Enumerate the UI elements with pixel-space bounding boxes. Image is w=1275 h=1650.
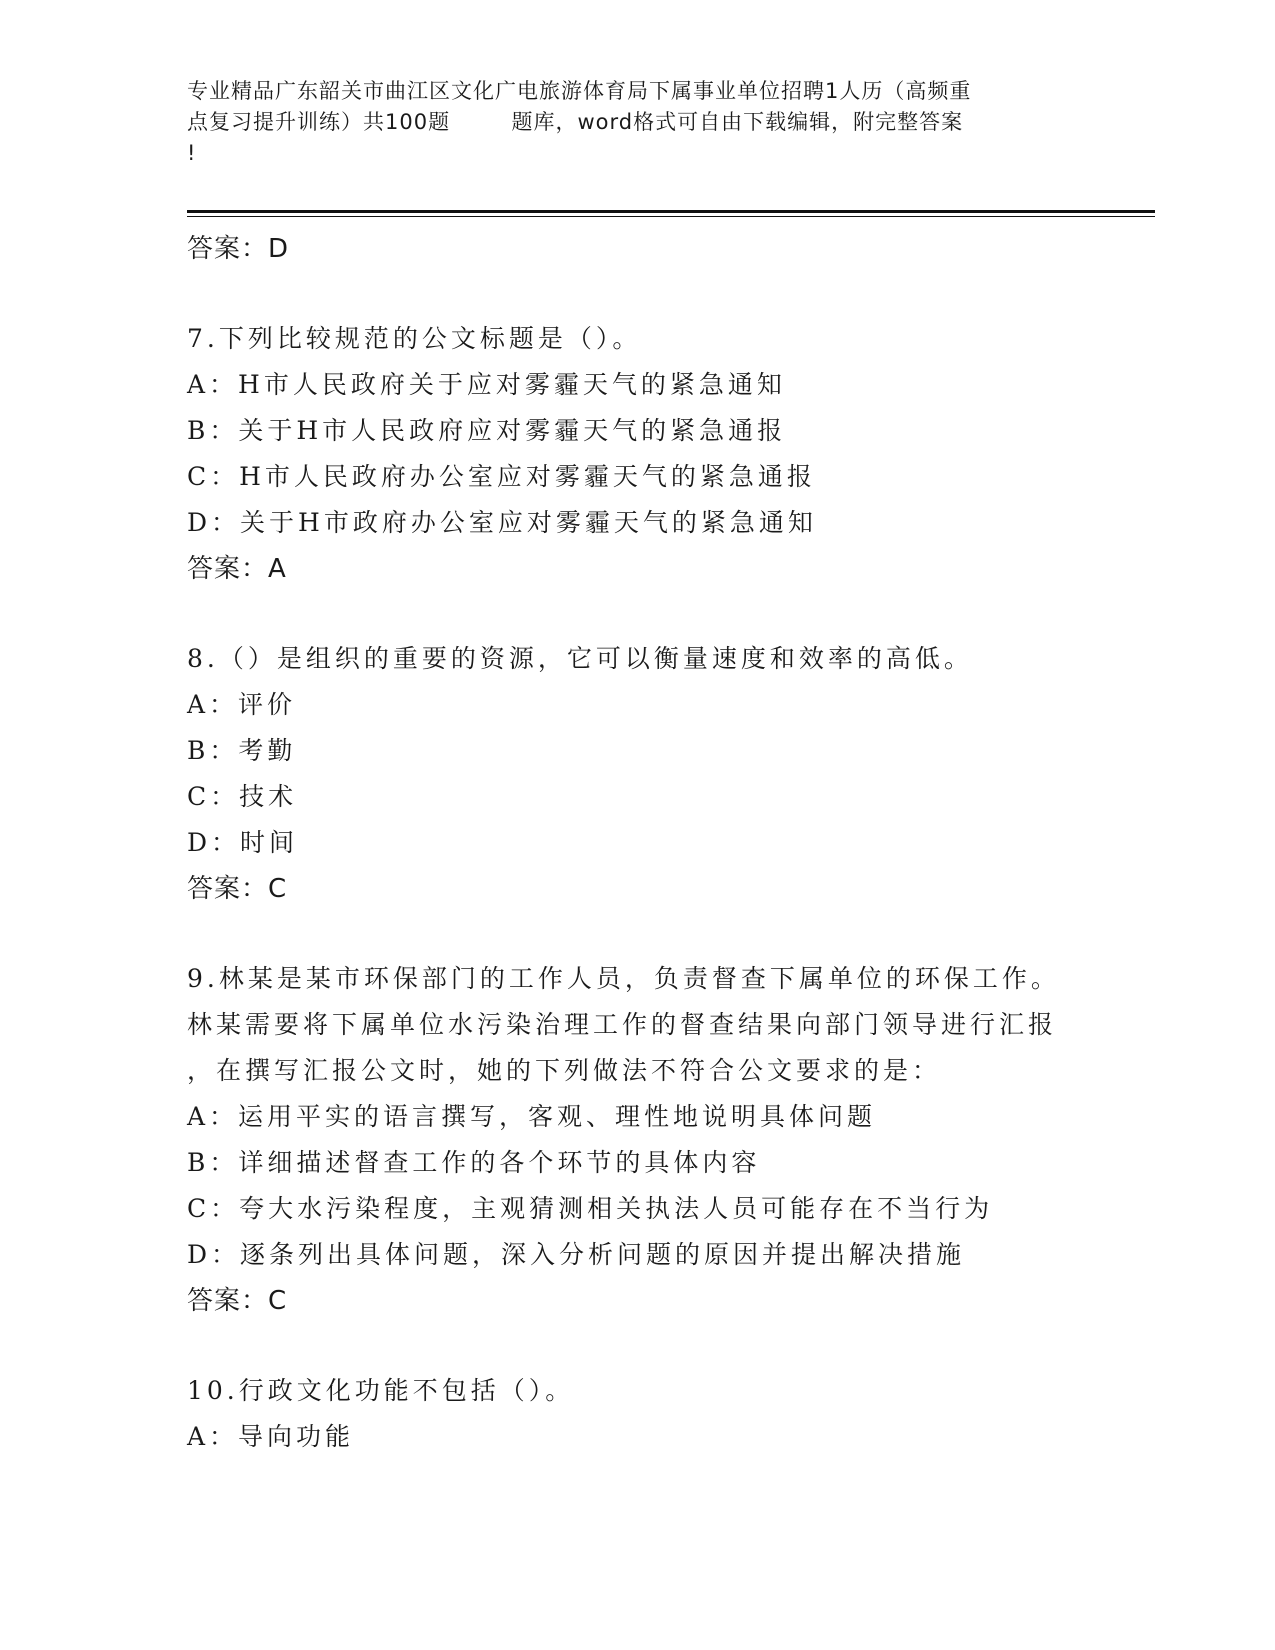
answer-line: 答案：C (187, 1286, 288, 1316)
option-b: B：关于H市人民政府应对雾霾天气的紧急通报 (187, 416, 787, 445)
header-line-2: 点复习提升训练）共100题 题库，word格式可自由下载编辑，附完整答案 (187, 110, 964, 134)
question-list (187, 226, 1147, 1460)
option-d: D：逐条列出具体问题，深入分析问题的原因并提出解决措施 (187, 1240, 966, 1269)
header-divider-thick (187, 210, 1155, 213)
option-a: A：导向功能 (187, 1422, 355, 1451)
option-c: C：夸大水污染程度，主观猜测相关执法人员可能存在不当行为 (187, 1194, 994, 1223)
question-9 (187, 956, 1147, 1324)
option-b: B：详细描述督查工作的各个环节的具体内容 (187, 1148, 761, 1177)
option-d: D：时间 (187, 828, 299, 857)
answer-line: 答案：A (187, 554, 287, 584)
block-spacer (187, 1324, 1147, 1368)
option-c: C：H市人民政府办公室应对雾霾天气的紧急通报 (187, 462, 816, 491)
block-spacer (187, 272, 1147, 316)
question-text: 8.（）是组织的重要的资源，它可以衡量速度和效率的高低。 (187, 644, 973, 673)
header-line-1: 专业精品广东韶关市曲江区文化广电旅游体育局下属事业单位招聘1人历（高频重 (187, 79, 972, 103)
question-text-line-1: 9.林某是某市环保部门的工作人员，负责督查下属单位的环保工作。 (187, 964, 1060, 993)
block-spacer (187, 912, 1147, 956)
question-text: 10.行政文化功能不包括（）。 (187, 1376, 575, 1405)
option-a: A：运用平实的语言撰写，客观、理性地说明具体问题 (187, 1102, 877, 1131)
answer-line: 答案：C (187, 874, 288, 904)
question-8 (187, 636, 1147, 912)
option-d: D：关于H市政府办公室应对雾霾天气的紧急通知 (187, 508, 817, 537)
question-7 (187, 316, 1147, 592)
option-a: A：评价 (187, 690, 297, 719)
answer-line: 答案：D (187, 234, 290, 264)
option-a: A：H市人民政府关于应对雾霾天气的紧急通知 (187, 370, 786, 399)
option-b: B：考勤 (187, 736, 297, 765)
option-c: C：技术 (187, 782, 298, 811)
document-header (187, 76, 1087, 169)
question-10 (187, 1368, 1147, 1460)
question-text: 7.下列比较规范的公文标题是（）。 (187, 324, 642, 353)
header-divider-thin (187, 216, 1155, 217)
question-text-line-2: 林某需要将下属单位水污染治理工作的督查结果向部门领导进行汇报 (187, 1010, 1058, 1039)
question-text-line-3: ，在撰写汇报公文时，她的下列做法不符合公文要求的是： (187, 1056, 942, 1085)
header-line-3: ! (187, 141, 197, 165)
block-spacer (187, 592, 1147, 636)
